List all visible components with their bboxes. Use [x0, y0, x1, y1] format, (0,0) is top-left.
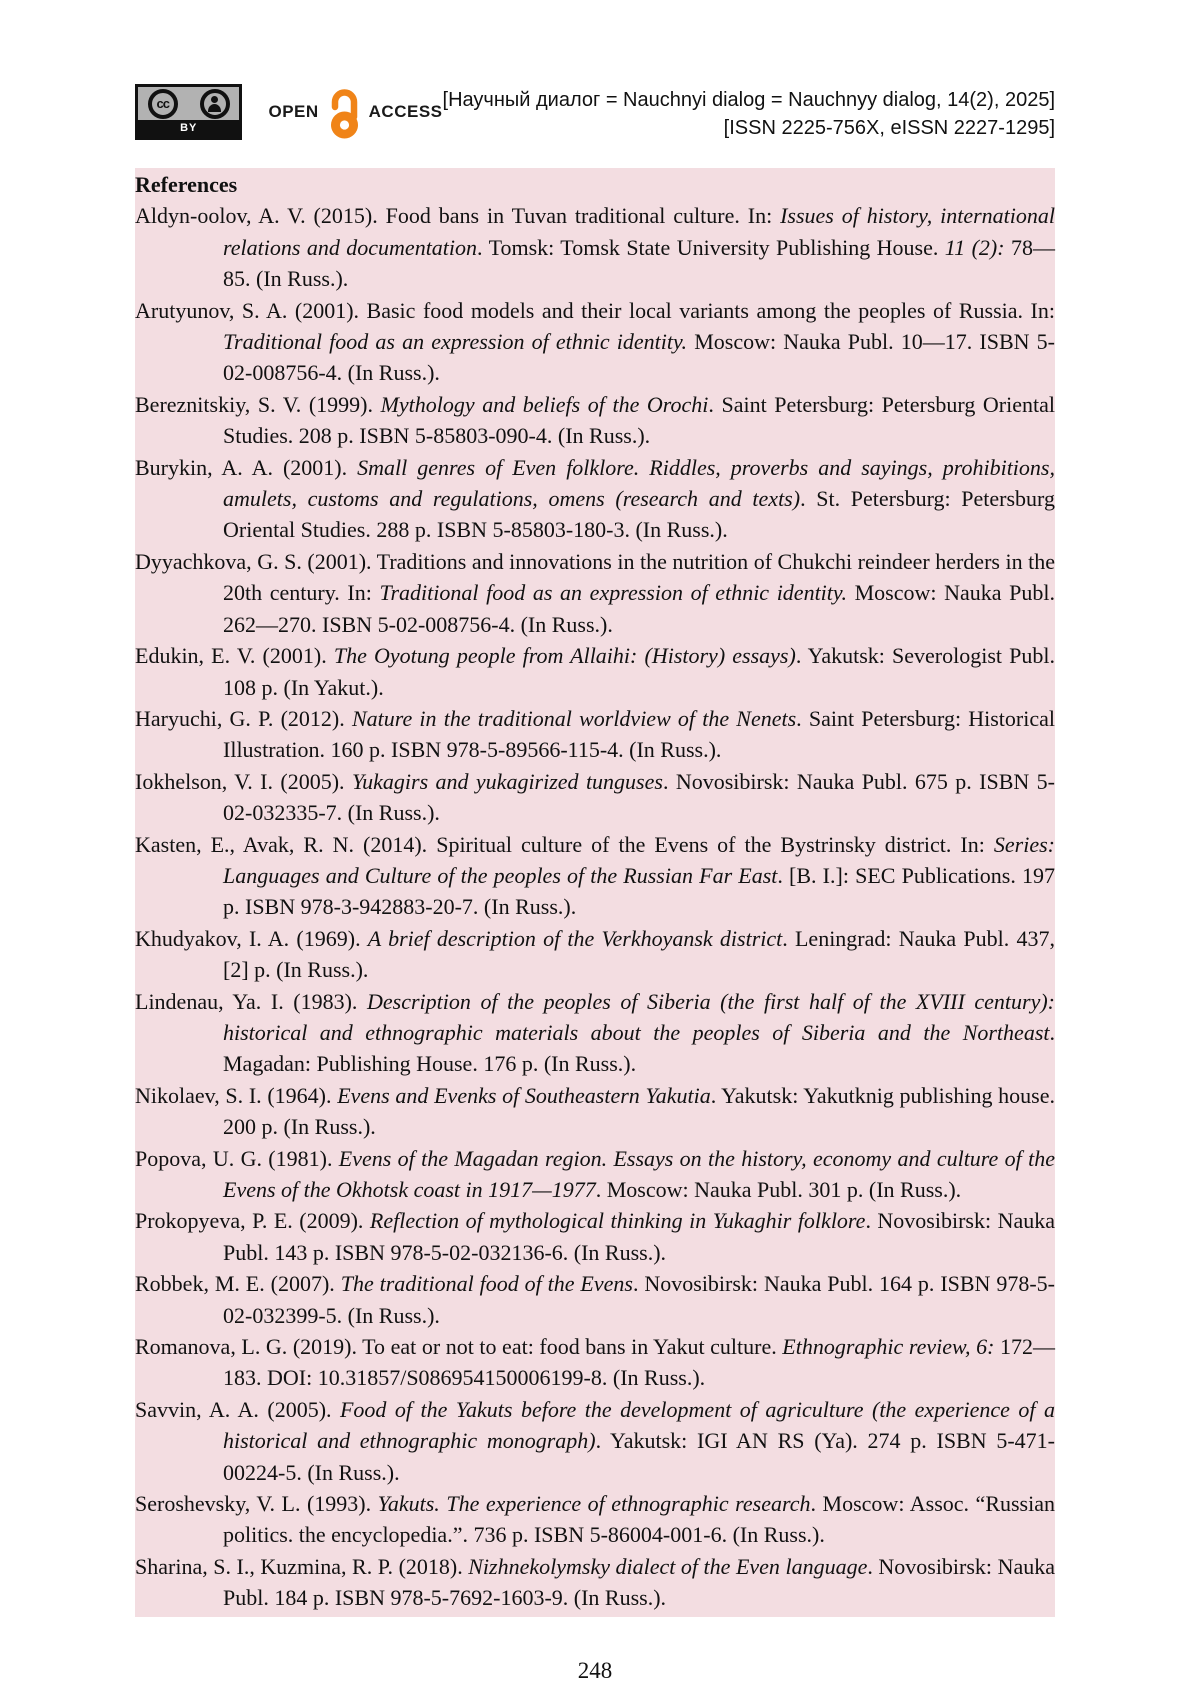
reference-entry: Edukin, E. V. (2001). The Oyotung people from Allaihi: (History) essays). Yakutsk: Severologist Publ. 108 p. (In Yakut.). [135, 643, 1055, 700]
reference-entry: Popova, U. G. (1981). Evens of the Magadan region. Essays on the history, economy and culture of the Evens of the Okhotsk coast in 1917—1977. Moscow: Nauka Publ. 301 p. (In Russ.). [135, 1145, 1055, 1202]
reference-entry: Savvin, A. A. (2005). Food of the Yakuts before the development of agriculture (the experience of a historical and ethnographic monograph). Yakutsk: IGI AN RS (Ya). 274 p. ISBN 5-471-00224-5. (In Russ.). [135, 1396, 1055, 1485]
open-access-logo [268, 84, 442, 140]
cc-by-label: BY [138, 120, 239, 137]
attribution-person-icon [200, 89, 230, 119]
journal-info [443, 86, 1055, 142]
reference-entry: Arutyunov, S. A. (2001). Basic food models and their local variants among the peoples of Russia. In: Traditional food as an expression of ethnic identity. Moscow: Nauka Publ. 10—17. ISBN 5-02-008756-4. (In Russ.). [135, 297, 1055, 386]
reference-entry: Dyyachkova, G. S. (2001). Traditions and innovations in the nutrition of Chukchi reindeer herders in the 20th century. In: Traditional food as an expression of ethnic identity. Moscow: Nauka Publ. 262—270. ISBN 5-02-008756-4. (In Russ.). [135, 548, 1055, 637]
cc-by-license-badge [135, 84, 242, 140]
reference-entry: Seroshevsky, V. L. (1993). Yakuts. The experience of ethnographic research. Moscow: Assoc. “Russian politics. the encyclopedia.”. 736 p. ISBN 5-86004-001-6. (In Russ.). [135, 1491, 1055, 1548]
cc-icon [148, 89, 178, 119]
journal-issn-line: [ISSN 2225-756X, eISSN 2227-1295] [723, 117, 1055, 139]
open-access-access-text: ACCESS [368, 102, 443, 121]
page-number: 248 [577, 1658, 613, 1683]
reference-entry: Khudyakov, I. A. (1969). A brief description of the Verkhoyansk district. Leningrad: Nauka Publ. 437, [2] p. (In Russ.). [135, 925, 1055, 983]
person-body-shape [208, 104, 221, 112]
references-heading: References [135, 172, 238, 197]
reference-entry: Haryuchi, G. P. (2012). Nature in the traditional worldview of the Nenets. Saint Petersburg: Historical Illustration. 160 p. ISBN 978-5-89566-115-4. (In Russ.). [135, 705, 1055, 763]
reference-entry: Prokopyeva, P. E. (2009). Reflection of mythological thinking in Yukaghir folklore. Novosibirsk: Nauka Publ. 143 p. ISBN 978-5-02-032136-6. (In Russ.). [135, 1208, 1055, 1265]
open-lock-icon [326, 84, 362, 140]
reference-entry: Bereznitskiy, S. V. (1999). Mythology and beliefs of the Orochi. Saint Petersburg: Petersburg Oriental Studies. 208 p. ISBN 5-85803-090-4. (In Russ.). [135, 391, 1055, 449]
cc-badge-icons [138, 87, 239, 120]
reference-entry: Nikolaev, S. I. (1964). Evens and Evenks of Southeastern Yakutia. Yakutsk: Yakutknig publishing house. 200 p. (In Russ.). [135, 1082, 1055, 1140]
reference-entry: Burykin, A. A. (2001). Small genres of Even folklore. Riddles, proverbs and sayings, prohibitions, amulets, customs and regulations, omens (research and texts). St. Petersburg: Petersburg Oriental Studies. 288 p. ISBN 5-85803-180-3. (In Russ.). [135, 454, 1055, 543]
reference-entry: Iokhelson, V. I. (2005). Yukagirs and yukagirized tunguses. Novosibirsk: Nauka Publ. 675 p. ISBN 5-02-032335-7. (In Russ.). [135, 768, 1056, 826]
reference-entry: Lindenau, Ya. I. (1983). Description of the peoples of Siberia (the first half of the XVIII century): historical and ethnographic materials about the peoples of Siberia and the Northeast. Magadan: Publishing House. 176 p. (In Russ.). [135, 988, 1055, 1077]
cc-letters: cc [156, 96, 169, 111]
references-list [135, 200, 1055, 1613]
person-head-shape [211, 96, 218, 103]
reference-entry: Romanova, L. G. (2019). To eat or not to eat: food bans in Yakut culture. Ethnographic review, 6: 172—183. DOI: 10.31857/S086954150006199-8. (In Russ.). [135, 1334, 1056, 1391]
reference-entry: Aldyn-oolov, A. V. (2015). Food bans in Tuvan traditional culture. In: Issues of history, international relations and documentation. Tomsk: Tomsk State University Publishing House. 11 (2): 78—85. (In Russ.). [135, 203, 1055, 292]
reference-entry: Kasten, E., Avak, R. N. (2014). Spiritual culture of the Evens of the Bystrinsky district. In: Series: Languages and Culture of the peoples of the Russian Far East. [B. I.]: SEC Publications. 197 p. ISBN 978-3-942883-20-7. (In Russ.). [135, 831, 1056, 920]
open-access-open-text: OPEN [268, 102, 319, 121]
reference-entry: Sharina, S. I., Kuzmina, R. P. (2018). Nizhnekolymsky dialect of the Even language. Novosibirsk: Nauka Publ. 184 p. ISBN 978-5-7692-1603-9. (In Russ.). [135, 1553, 1055, 1611]
page-footer [135, 1658, 1055, 1684]
reference-entry: Robbek, M. E. (2007). The traditional food of the Evens. Novosibirsk: Nauka Publ. 164 p. ISBN 978-5-02-032399-5. (In Russ.). [135, 1271, 1055, 1328]
references-section [135, 168, 1055, 1617]
page-header [135, 84, 1055, 142]
journal-citation-line: [Научный диалог = Nauchnyi dialog = Nauchnyy dialog, 14(2), 2025] [442, 89, 1055, 111]
